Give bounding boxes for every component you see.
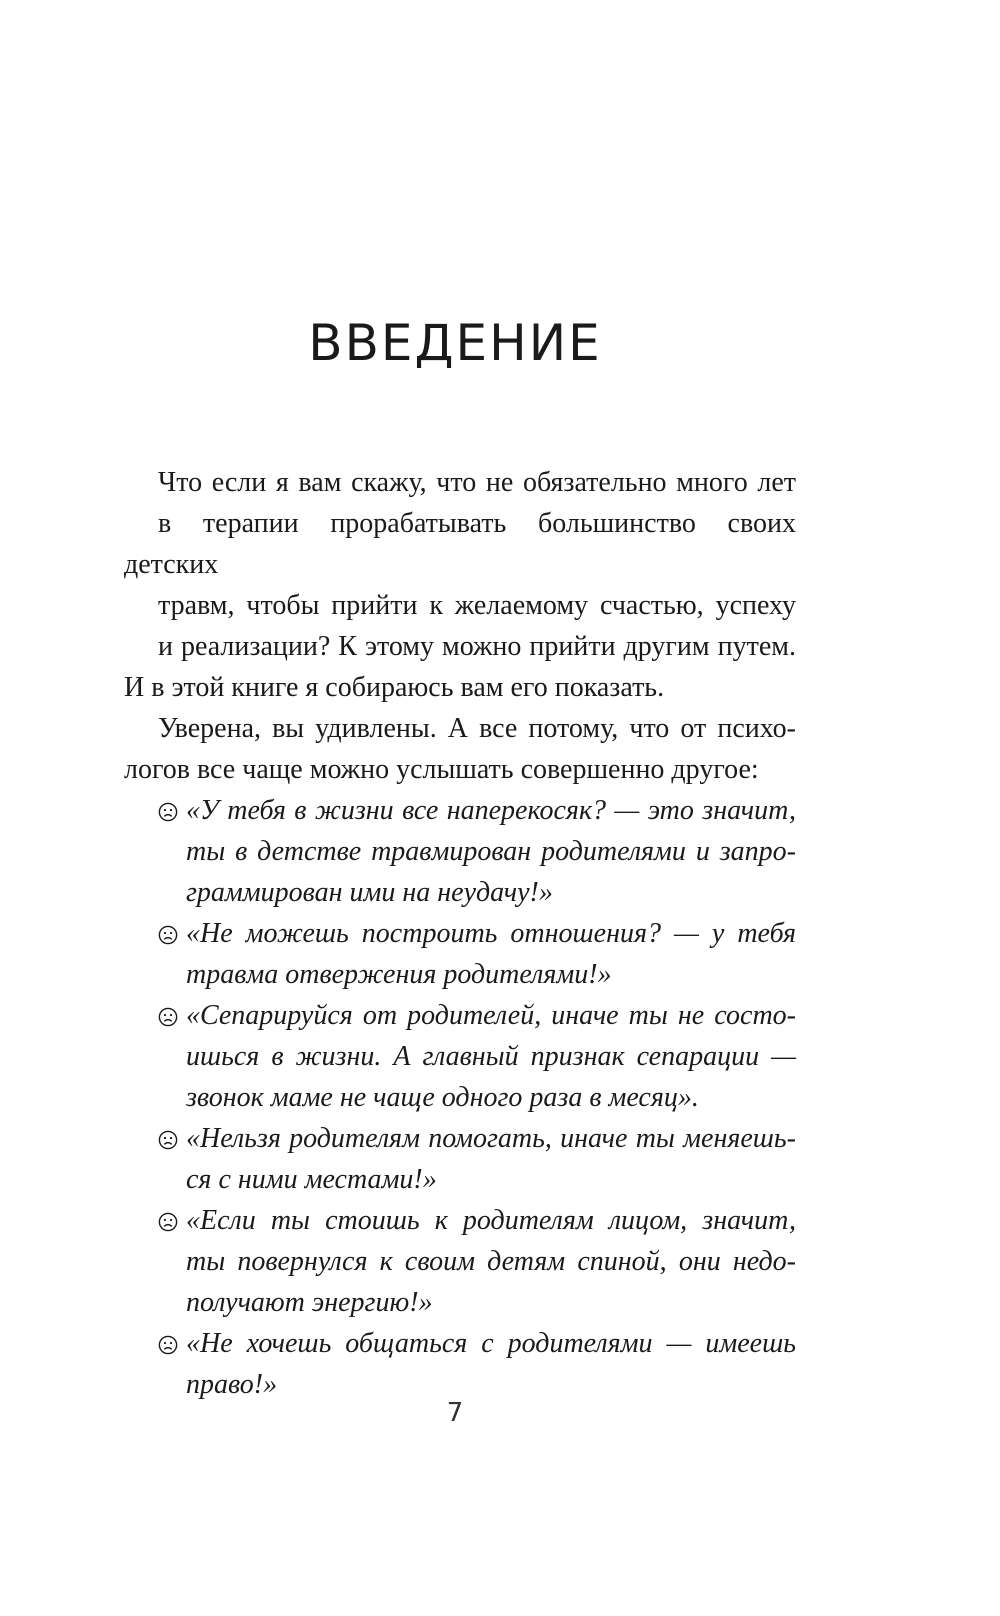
text-line: И в этой книге я собираюсь вам его показать. [124,672,665,703]
text-line: Что если я вам скажу, что не обязательно много лет [158,467,796,498]
quote-item [124,1118,796,1200]
quote-line: ты повернулся к своим детям спиной, они недо- [186,1246,796,1277]
quote-list [124,790,796,1405]
quote-line: «У тебя в жизни все наперекосяк? — это значит, [186,795,796,826]
quote-line: «Если ты стоишь к родителям лицом, значит, [186,1205,796,1236]
quote-line: право!» [186,1369,278,1400]
text-line: и реализации? К этому можно прийти другим путем. [158,631,796,662]
quote-item [124,1200,796,1323]
quote-line: граммирован ими на неудачу!» [186,877,553,908]
quote-line: звонок маме не чаще одного раза в месяц». [186,1082,699,1113]
text-line: в терапии прорабатывать большинство своих детских [124,508,796,580]
quote-line: «Сепарируйся от родителей, иначе ты не состо- [186,1000,796,1031]
quote-line: травма отвержения родителями!» [186,959,612,990]
page-number: 7 [446,1398,464,1428]
body-text [124,462,796,1405]
quote-line: «Не можешь построить отношения? — у тебя [186,918,796,949]
sad-face-icon [158,1130,178,1150]
paragraph [124,708,796,790]
text-line: логов все чаще можно услышать совершенно другое: [124,754,759,785]
text-line: Уверена, вы удивлены. А все потому, что от психо- [158,713,796,744]
sad-face-icon [158,1335,178,1355]
quote-item [124,790,796,913]
quote-line: ишься в жизни. А главный признак сепарации — [186,1041,796,1072]
paragraph [124,462,796,708]
text-line: травм, чтобы прийти к желаемому счастью, успеху [158,590,796,621]
quote-item [124,1323,796,1405]
chapter-title: ВВЕДЕНИЕ [308,314,602,372]
quote-line: «Нельзя родителям помогать, иначе ты меняешь- [186,1123,796,1154]
quote-line: получают энергию!» [186,1287,433,1318]
sad-face-icon [158,1212,178,1232]
sad-face-icon [158,802,178,822]
quote-item [124,995,796,1118]
sad-face-icon [158,925,178,945]
quote-line: ся с ними местами!» [186,1164,437,1195]
quote-line: «Не хочешь общаться с родителями — имеешь [186,1328,796,1359]
quote-line: ты в детстве травмирован родителями и запро- [186,836,796,867]
quote-item [124,913,796,995]
sad-face-icon [158,1007,178,1027]
